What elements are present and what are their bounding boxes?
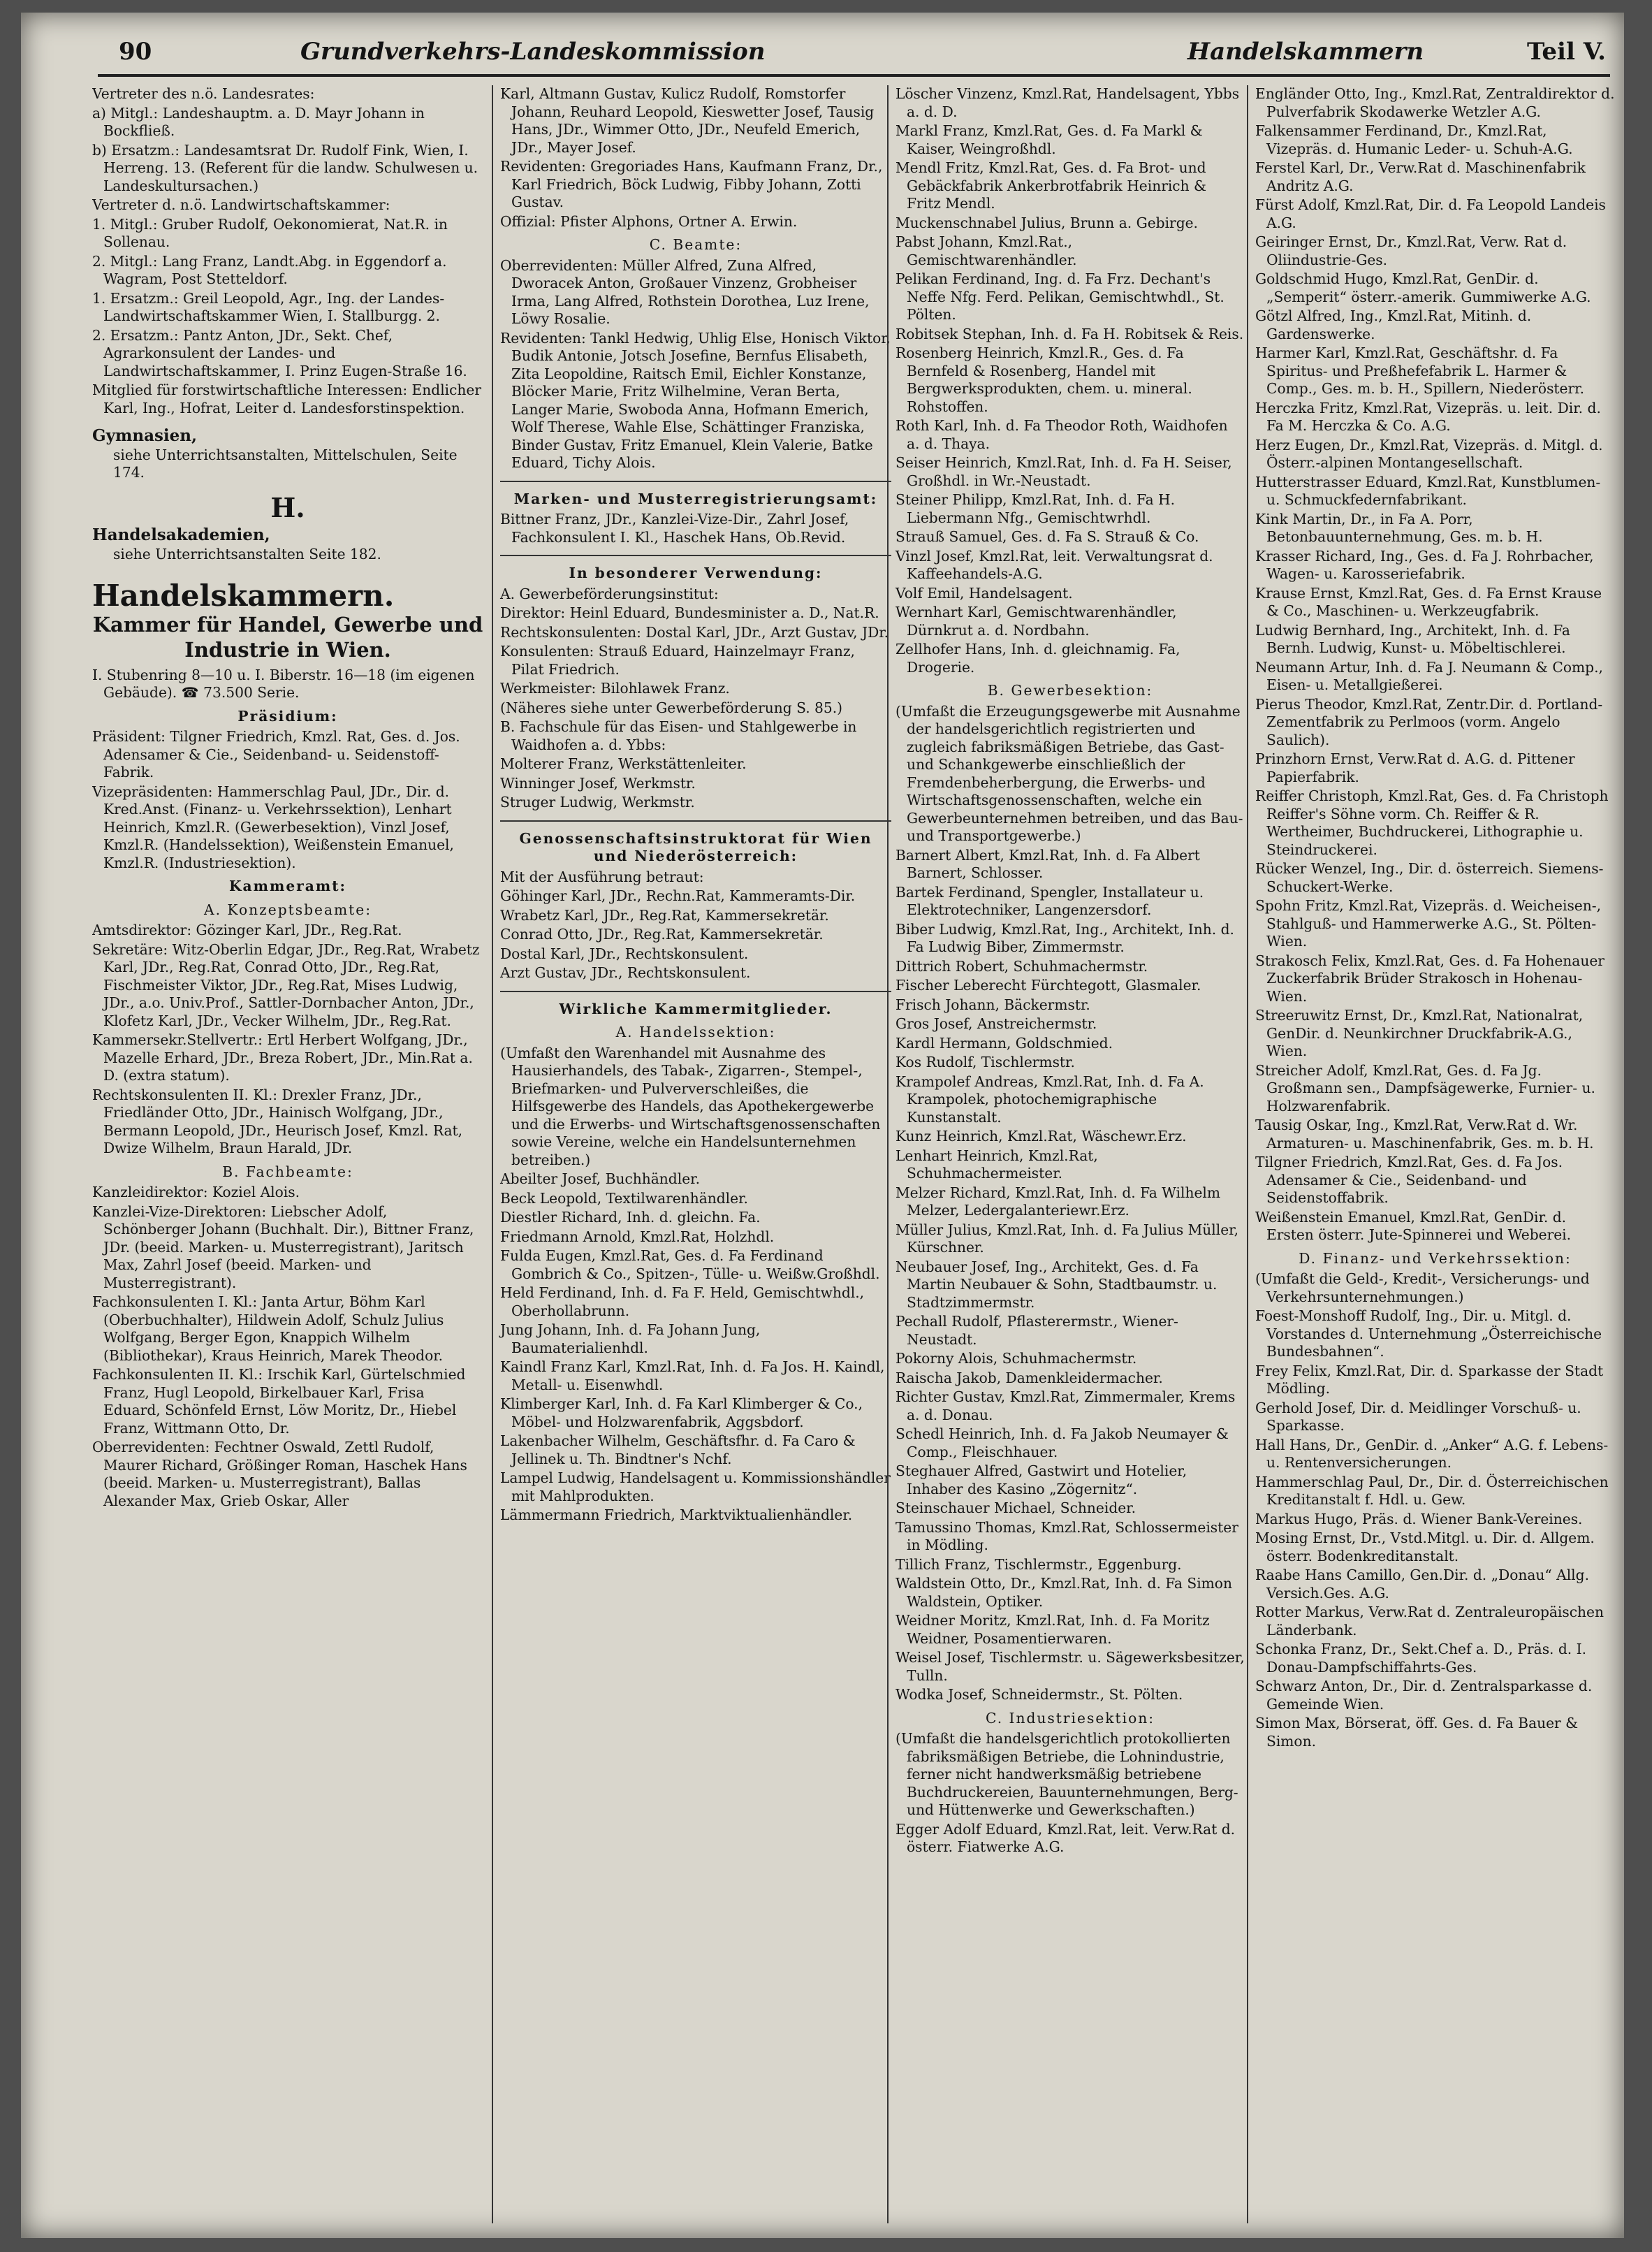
entry: Oberrevidenten: Müller Alfred, Zuna Alfred, Dworacek Anton, Großauer Vinzenz, Grobheiser Irma, Lang Alfred, Rothstein Dorothea, Luz Irene, Löwy Rosalie. [500, 256, 870, 327]
entry: Amtsdirektor: Gözinger Karl, JDr., Reg.Rat. [92, 922, 402, 938]
entry: Mendl Fritz, Kmzl.Rat, Ges. d. Fa Brot- und Gebäckfabrik Ankerbrotfabrik Heinrich & Fritz Mendl. [896, 159, 1207, 212]
entry: Jung Johann, Inh. d. Fa Johann Jung, Baumaterialienhdl. [500, 1321, 761, 1356]
entry: Hammerschlag Paul, Dr., Dir. d. Österreichischen Kreditanstalt f. Hdl. u. Gew. [1255, 1473, 1609, 1508]
header-left-title: Grundverkehrs-Landeskommission [300, 38, 766, 66]
divider [500, 555, 891, 556]
entry: Waldstein Otto, Dr., Kmzl.Rat, Inh. d. Fa Simon Waldstein, Optiker. [896, 1575, 1232, 1610]
entry: Weidner Moritz, Kmzl.Rat, Inh. d. Fa Moritz Weidner, Posamentierwaren. [896, 1612, 1210, 1647]
entry: (Umfaßt die Geld-, Kredit-, Versicherungs- und Verkehrsunternehmungen.) [1255, 1270, 1590, 1305]
entry: Strauß Samuel, Ges. d. Fa S. Strauß & Co. [896, 528, 1199, 545]
entry: Vinzl Josef, Kmzl.Rat, leit. Verwaltungsrat d. Kaffeehandels-A.G. [896, 547, 1213, 582]
entry: Fischer Leberecht Fürchtegott, Glasmaler. [896, 977, 1201, 994]
entry: Weisel Josef, Tischlermstr. u. Sägewerksbesitzer, Tulln. [896, 1649, 1245, 1684]
entry: A. Gewerbeförderungsinstitut: [500, 585, 719, 602]
entry: Krampolef Andreas, Kmzl.Rat, Inh. d. Fa A. Krampolek, photochemigraphische Kunstanstalt. [896, 1073, 1204, 1126]
page [21, 13, 1624, 2238]
entry: Lämmermann Friedrich, Marktviktualienhändler. [500, 1506, 853, 1523]
entry: Ludwig Bernhard, Ing., Architekt, Inh. d. Fa Bernh. Ludwig, Kunst- u. Möbeltischlerei. [1255, 621, 1570, 656]
divider [500, 820, 891, 822]
entry: Steinschauer Michael, Schneider. [896, 1499, 1136, 1516]
entry: Rechtskonsulenten: Dostal Karl, JDr., Arzt Gustav, JDr. [500, 623, 889, 641]
subheading: C. Industriesektion: [985, 1709, 1155, 1727]
entry: Spohn Fritz, Kmzl.Rat, Vizepräs. d. Weicheisen-, Stahlguß- und Hammerwerke A.G., St. Pölten-Wien. [1255, 897, 1601, 950]
entry: Vertreter des n.ö. Landesrates: [92, 85, 315, 102]
entry: Barnert Albert, Kmzl.Rat, Inh. d. Fa Albert Barnert, Schlosser. [896, 846, 1200, 881]
entry: Wodka Josef, Schneidermstr., St. Pölten. [896, 1686, 1183, 1703]
entry: Herz Eugen, Dr., Kmzl.Rat, Vizepräs. d. Mitgl. d. Österr.-alpinen Montangesellschaft. [1255, 436, 1603, 471]
entry: Oberrevidenten: Fechtner Oswald, Zettl Rudolf, Maurer Richard, Größinger Roman, Haschek Hans (beeid. Marken- u. Musterregistrant), Ballas Alexander Max, Grieb Oskar, Aller [92, 1439, 467, 1509]
entry: Arzt Gustav, JDr., Rechtskonsulent. [500, 964, 751, 981]
entry: Pabst Johann, Kmzl.Rat., Gemischtwarenhändler. [896, 233, 1077, 268]
entry: (Näheres siehe unter Gewerbeförderung S. 85.) [500, 699, 843, 716]
entry: Götzl Alfred, Ing., Kmzl.Rat, Mitinh. d. Gardenswerke. [1255, 307, 1532, 342]
entry: Tillich Franz, Tischlermstr., Eggenburg. [896, 1555, 1182, 1573]
entry: Pierus Theodor, Kmzl.Rat, Zentr.Dir. d. Portland-Zementfabrik zu Perlmoos (vorm. Angelo Saulich). [1255, 695, 1603, 748]
entry: Präsident: Tilgner Friedrich, Kmzl. Rat, Ges. d. Jos. Adensamer & Cie., Seidenband- u. Seidenstoff-Fabrik. [92, 728, 460, 780]
entry: Rotter Markus, Verw.Rat d. Zentraleuropäischen Länderbank. [1255, 1604, 1604, 1639]
entry: Steghauer Alfred, Gastwirt und Hotelier, Inhaber des Kasino „Zögernitz“. [896, 1462, 1187, 1497]
entry: Streeruwitz Ernst, Dr., Kmzl.Rat, Nationalrat, GenDir. d. Neunkirchner Druckfabrik-A.G., Wien. [1255, 1007, 1584, 1059]
entry: Karl, Altmann Gustav, Kulicz Rudolf, Romstorfer Johann, Reuhard Leopold, Kieswetter Josef, Tausig Hans, JDr., Wimmer Otto, JDr., Neufeld Emerich, JDr., Mayer Josef. [500, 85, 875, 156]
column-2 [492, 85, 891, 2223]
entry: Tausig Oskar, Ing., Kmzl.Rat, Verw.Rat d. Wr. Armaturen- u. Maschinenfabrik, Ges. m. b. H. [1255, 1117, 1594, 1152]
column-3 [887, 85, 1245, 2223]
entry: Egger Adolf Eduard, Kmzl.Rat, leit. Verw.Rat d. österr. Fiatwerke A.G. [896, 1820, 1236, 1855]
entry: Strakosch Felix, Kmzl.Rat, Ges. d. Fa Hohenauer Zuckerfabrik Brüder Strakosch in Hohenau-Wien. [1255, 952, 1605, 1005]
header-part: Teil V. [1527, 38, 1606, 66]
entry: Krause Ernst, Kmzl.Rat, Ges. d. Fa Ernst Krause & Co., Maschinen- u. Werkzeugfabrik. [1255, 584, 1602, 619]
entry: Lakenbacher Wilhelm, Geschäftsfhr. d. Fa Caro & Jellinek u. Th. Bindtner's Nchf. [500, 1432, 856, 1467]
entry: Conrad Otto, JDr., Reg.Rat, Kammersekretär. [500, 926, 824, 943]
entry: Markl Franz, Kmzl.Rat, Ges. d. Fa Markl & Kaiser, Weingroßhdl. [896, 122, 1203, 157]
chamber-title: Kammer für Handel, Gewerbe und Industrie in Wien. [92, 612, 483, 662]
entry: Prinzhorn Ernst, Verw.Rat d. A.G. d. Pittener Papierfabrik. [1255, 750, 1575, 785]
section-heading: Gymnasien, [92, 426, 198, 445]
column-1 [92, 85, 489, 2223]
entry: Fachkonsulenten I. Kl.: Janta Artur, Böhm Karl (Oberbuchhalter), Hildwein Adolf, Schulz Julius Wolfgang, Berger Egon, Knappich Wilhelm (Bibliothekar), Kraus Heinrich, Marek Theodor. [92, 1293, 444, 1364]
entry: Krasser Richard, Ing., Ges. d. Fa J. Rohrbacher, Wagen- u. Karosseriefabrik. [1255, 547, 1594, 582]
entry: Dittrich Robert, Schuhmachermstr. [896, 957, 1148, 975]
entry: Wrabetz Karl, JDr., Reg.Rat, Kammersekretär. [500, 906, 829, 924]
entry: Frisch Johann, Bäckermstr. [896, 996, 1090, 1013]
entry: Revidenten: Gregoriades Hans, Kaufmann Franz, Dr., Karl Friedrich, Böck Ludwig, Fibby Johann, Zotti Gustav. [500, 158, 883, 210]
header-right-title: Handelskammern [1187, 38, 1424, 66]
entry: 1. Mitgl.: Gruber Rudolf, Oekonomierat, Nat.R. in Sollenau. [92, 215, 448, 250]
entry: Zellhofer Hans, Inh. d. gleichnamig. Fa, Drogerie. [896, 641, 1180, 676]
entry: Frey Felix, Kmzl.Rat, Dir. d. Sparkasse der Stadt Mödling. [1255, 1362, 1604, 1397]
subheading: B. Gewerbesektion: [987, 682, 1153, 699]
entry: Roth Karl, Inh. d. Fa Theodor Roth, Waidhofen a. d. Thaya. [896, 417, 1228, 452]
subheading: Kammeramt: [228, 878, 347, 894]
entry: Tamussino Thomas, Kmzl.Rat, Schlossermeister in Mödling. [896, 1518, 1238, 1553]
entry: Herczka Fritz, Kmzl.Rat, Vizepräs. u. leit. Dir. d. Fa M. Herczka & Co. A.G. [1255, 399, 1601, 434]
entry: Revidenten: Tankl Hedwig, Uhlig Else, Honisch Viktor, Budik Antonie, Jotsch Josefine, Bernfus Elisabeth, Zita Leopoldine, Raitsch Emil, Eichler Konstanze, Blöcker Marie, Fritz Wilhelmine, Veran Berta, Langer Marie, Swoboda Anna, Hofmann Emerich, Wolf Therese, Wahle Else, Schättinger Franziska, Binder Gustav, Fritz Emanuel, Klein Valerie, Batke Eduard, Tichy Alois. [500, 329, 891, 471]
entry: Foest-Monshoff Rudolf, Ing., Dir. u. Mitgl. d. Vorstandes d. Unternehmung „Österreichische Bundesbahnen“. [1255, 1307, 1602, 1360]
entry: Bittner Franz, JDr., Kanzlei-Vize-Dir., Zahrl Josef, Fachkonsulent I. Kl., Haschek Hans, Ob.Revid. [500, 511, 849, 546]
entry: 2. Mitgl.: Lang Franz, Landt.Abg. in Eggendorf a. Wagram, Post Stetteldorf. [92, 252, 447, 287]
entry: Diestler Richard, Inh. d. gleichn. Fa. [500, 1209, 761, 1226]
entry: Simon Max, Börserat, öff. Ges. d. Fa Bauer & Simon. [1255, 1715, 1579, 1750]
entry: siehe Unterrichtsanstalten Seite 182. [113, 545, 381, 562]
entry: Struger Ludwig, Werkmstr. [500, 794, 695, 811]
entry: Hutterstrasser Eduard, Kmzl.Rat, Kunstblumen- u. Schmuckfedernfabrikant. [1255, 473, 1601, 508]
entry: Abeilter Josef, Buchhändler. [500, 1170, 700, 1187]
entry: Volf Emil, Handelsagent. [896, 584, 1073, 602]
entry: 2. Ersatzm.: Pantz Anton, JDr., Sekt. Chef, Agrarkonsulent der Landes- und Landwirtschaftskammer, I. Prinz Eugen-Straße 16. [92, 326, 467, 379]
entry: Raischa Jakob, Damenkleidermacher. [896, 1369, 1163, 1386]
entry: Seiser Heinrich, Kmzl.Rat, Inh. d. Fa H. Seiser, Großhdl. in Wr.-Neustadt. [896, 454, 1232, 489]
main-heading: Handelskammern. [92, 579, 395, 613]
entry: Melzer Richard, Kmzl.Rat, Inh. d. Fa Wilhelm Melzer, Ledergalanteriewr.Erz. [896, 1184, 1221, 1219]
entry: Bartek Ferdinand, Spengler, Installateur u. Elektrotechniker, Langenzersdorf. [896, 883, 1204, 918]
entry: Kardl Hermann, Goldschmied. [896, 1034, 1113, 1052]
entry: Vertreter d. n.ö. Landwirtschaftskammer: [92, 196, 390, 213]
entry: Mitglied für forstwirtschaftliche Interessen: Endlicher Karl, Ing., Hofrat, Leiter d. Landesforstinspektion. [92, 382, 482, 416]
section-heading: Wirkliche Kammermitglieder. [559, 1000, 833, 1017]
entry: Kanzleidirektor: Koziel Alois. [92, 1184, 300, 1200]
divider [500, 991, 891, 992]
entry: Sekretäre: Witz-Oberlin Edgar, JDr., Reg.Rat, Wrabetz Karl, JDr., Reg.Rat, Conrad Otto, JDr., Reg.Rat, Fischmeister Viktor, JDr., Reg.Rat, Mises Ludwig, JDr., a.o. Univ.Prof., Sattler-Dornbacher Anton, JDr., Klofetz Karl, JDr., Vecker Wilhelm, JDr., Reg.Rat. [92, 940, 480, 1029]
entry: Ferstel Karl, Dr., Verw.Rat d. Maschinenfabrik Andritz A.G. [1255, 159, 1586, 194]
page-header [98, 32, 1610, 77]
entry: Muckenschnabel Julius, Brunn a. Gebirge. [896, 214, 1198, 231]
entry: Neubauer Josef, Ing., Architekt, Ges. d. Fa Martin Neubauer & Sohn, Stadtbaumstr. u. Stadtzimmermstr. [896, 1258, 1218, 1311]
entry: a) Mitgl.: Landeshauptm. a. D. Mayr Johann in Bockfließ. [92, 104, 425, 139]
entry: Vizepräsidenten: Hammerschlag Paul, JDr., Dir. d. Kred.Anst. (Finanz- u. Verkehrssektion), Lenhart Heinrich, Kmzl.R. (Gewerbesektion), Vinzl Josef, Kmzl.R. (Handelssektion), Weißenstein Emanuel, Kmzl.R. (Industriesektion). [92, 783, 454, 871]
address: I. Stubenring 8—10 u. I. Biberstr. 16—18 (im eigenen Gebäude). ☎ 73.500 Serie. [92, 666, 475, 701]
subheading: A. Konzeptsbeamte: [204, 901, 372, 918]
entry: Streicher Adolf, Kmzl.Rat, Ges. d. Fa Jg. Großmann sen., Dampfsägewerke, Furnier- u. Holzwarenfabrik. [1255, 1061, 1595, 1114]
entry: Molterer Franz, Werkstättenleiter. [500, 755, 747, 772]
entry: (Umfaßt die handelsgerichtlich protokollierten fabriksmäßigen Betriebe, die Lohnindustrie, ferner nicht handwerksmäßig betriebene Buchdruckereien, Bauunternehmungen, Berg- und Hüttenwerke und Gewerkschaften.) [896, 1730, 1238, 1818]
entry: Mit der Ausführung betraut: [500, 868, 704, 885]
letter-heading: H. [270, 491, 305, 523]
entry: Harmer Karl, Kmzl.Rat, Geschäftshr. d. Fa Spiritus- und Preßhefefabrik L. Harmer & Comp., Ges. m. b. H., Spillern, Niederösterr. [1255, 344, 1584, 397]
entry: 1. Ersatzm.: Greil Leopold, Agr., Ing. der Landes-Landwirtschaftskammer Wien, I. Stallburgg. 2. [92, 289, 445, 324]
section-heading: Genossenschaftsinstruktorat für Wien und Niederösterreich: [519, 829, 872, 864]
entry: Schwarz Anton, Dr., Dir. d. Zentralsparkasse d. Gemeinde Wien. [1255, 1678, 1593, 1713]
entry: Rücker Wenzel, Ing., Dir. d. österreich. Siemens-Schuckert-Werke. [1255, 860, 1604, 895]
entry: Kaindl Franz Karl, Kmzl.Rat, Inh. d. Fa Jos. H. Kaindl, Metall- u. Eisenwhdl. [500, 1358, 885, 1393]
entry: Klimberger Karl, Inh. d. Fa Karl Klimberger & Co., Möbel- und Holzwarenfabrik, Aggsbdorf. [500, 1395, 863, 1430]
section-heading: Handelsakademien, [92, 525, 270, 544]
entry: Lenhart Heinrich, Kmzl.Rat, Schuhmachermeister. [896, 1147, 1098, 1182]
entry: Raabe Hans Camillo, Gen.Dir. d. „Donau“ Allg. Versich.Ges. A.G. [1255, 1567, 1589, 1601]
entry: Rosenberg Heinrich, Kmzl.R., Ges. d. Fa Bernfeld & Rosenberg, Handel mit Bergwerksprodukten, chem. u. mineral. Rohstoffen. [896, 344, 1192, 415]
entry: Falkensammer Ferdinand, Dr., Kmzl.Rat, Vizepräs. d. Humanic Leder- u. Schuh-A.G. [1255, 122, 1573, 157]
entry: Kammersekr.Stellvertr.: Ertl Herbert Wolfgang, JDr., Mazelle Erhard, JDr., Breza Robert, JDr., Min.Rat a. D. (extra statum). [92, 1031, 473, 1084]
entry: Fulda Eugen, Kmzl.Rat, Ges. d. Fa Ferdinand Gombrich & Co., Spitzen-, Tülle- u. Weißw.Großhdl. [500, 1247, 880, 1282]
entry: Kos Rudolf, Tischlermstr. [896, 1054, 1075, 1070]
divider [500, 481, 891, 482]
entry: Weißenstein Emanuel, Kmzl.Rat, GenDir. d. Ersten österr. Jute-Spinnerei und Weberei. [1255, 1208, 1572, 1243]
entry: Kanzlei-Vize-Direktoren: Liebscher Adolf, Schönberger Johann (Buchhalt. Dir.), Bittner Franz, JDr. (beeid. Marken- u. Musterregistrant), Jaritsch Max, Zahrl Josef (beeid. Marken- und Musterregistrant). [92, 1203, 474, 1291]
entry: Schonka Franz, Dr., Sekt.Chef a. D., Präs. d. I. Donau-Dampfschiffahrts-Ges. [1255, 1641, 1587, 1676]
entry: Pokorny Alois, Schuhmachermstr. [896, 1350, 1137, 1367]
entry: (Umfaßt den Warenhandel mit Ausnahme des Hausierhandels, des Tabak-, Zigarren-, Stempel-, Briefmarken- und Pulververschleißes, die Hilfsgewerbe des Handels, das Apothekergewerbe und die Erwerbs- und Wirtschaftsgenossenschaften sowie Vereine, welche ein Handelsunternehmen betreiben.) [500, 1044, 881, 1168]
entry: Mosing Ernst, Dr., Vstd.Mitgl. u. Dir. d. Allgem. österr. Bodenkreditanstalt. [1255, 1530, 1595, 1564]
entry: Held Ferdinand, Inh. d. Fa F. Held, Gemischtwhdl., Oberhollabrunn. [500, 1284, 865, 1319]
entry: Rechtskonsulenten II. Kl.: Drexler Franz, JDr., Friedländer Otto, JDr., Hainisch Wolfgang, JDr., Bermann Leopold, JDr., Heurisch Josef, Kmzl. Rat, Dwize Wilhelm, Braun Harald, JDr. [92, 1086, 463, 1156]
subheading: D. Finanz- und Verkehrssektion: [1299, 1249, 1572, 1267]
entry: Winninger Josef, Werkmstr. [500, 774, 696, 792]
entry: Schedl Heinrich, Inh. d. Fa Jakob Neumayer & Comp., Fleischhauer. [896, 1425, 1229, 1460]
entry: Tilgner Friedrich, Kmzl.Rat, Ges. d. Fa Jos. Adensamer & Cie., Seidenband- und Seidenstoffabrik. [1255, 1154, 1563, 1206]
entry: Friedmann Arnold, Kmzl.Rat, Holzhdl. [500, 1228, 775, 1245]
page-number: 90 [119, 38, 152, 66]
entry: Steiner Philipp, Kmzl.Rat, Inh. d. Fa H. Liebermann Nfg., Gemischtwrhdl. [896, 491, 1176, 526]
entry: siehe Unterrichtsanstalten, Mittelschulen, Seite 174. [113, 446, 458, 481]
entry: Direktor: Heinl Eduard, Bundesminister a. D., Nat.R. [500, 604, 879, 621]
entry: Geiringer Ernst, Dr., Kmzl.Rat, Verw. Rat d. Oliindustrie-Ges. [1255, 233, 1567, 268]
subheading: Präsidium: [237, 707, 338, 725]
entry: Gerhold Josef, Dir. d. Meidlinger Vorschuß- u. Sparkasse. [1255, 1399, 1581, 1434]
section-heading: Marken- und Musterregistrierungsamt: [513, 490, 878, 507]
entry: Fachkonsulenten II. Kl.: Irschik Karl, Gürtelschmied Franz, Hugl Leopold, Birkelbauer Karl, Frisa Eduard, Schönfeld Ernst, Löw Moritz, Dr., Hiebel Franz, Wittmann Otto, Dr. [92, 1366, 466, 1437]
entry: Pechall Rudolf, Pflasterermstr., Wiener-Neustadt. [896, 1313, 1178, 1348]
entry: Gros Josef, Anstreichermstr. [896, 1015, 1097, 1032]
entry: Pelikan Ferdinand, Ing. d. Fa Frz. Dechant's Neffe Nfg. Ferd. Pelikan, Gemischtwhdl., St. Pölten. [896, 270, 1225, 323]
column-4 [1247, 85, 1615, 2223]
subheading: B. Fachbeamte: [222, 1163, 353, 1180]
subheading: C. Beamte: [649, 236, 743, 253]
entry: Kunz Heinrich, Kmzl.Rat, Wäschewr.Erz. [896, 1128, 1187, 1145]
entry: b) Ersatzm.: Landesamtsrat Dr. Rudolf Fink, Wien, I. Herreng. 13. (Referent für die landw. Schulwesen u. Landeskultursachen.) [92, 141, 478, 194]
entry: Müller Julius, Kmzl.Rat, Inh. d. Fa Julius Müller, Kürschner. [896, 1221, 1239, 1256]
entry: Kink Martin, Dr., in Fa A. Porr, Betonbauunternehmung, Ges. m. b. H. [1255, 510, 1543, 545]
entry: Offizial: Pfister Alphons, Ortner A. Erwin. [500, 212, 798, 230]
entry: Goldschmid Hugo, Kmzl.Rat, GenDir. d. „Semperit“ österr.-amerik. Gummiwerke A.G. [1255, 270, 1591, 305]
section-heading: In besonderer Verwendung: [569, 565, 823, 581]
entry: Lampel Ludwig, Handelsagent u. Kommissionshändler mit Mahlprodukten. [500, 1469, 891, 1504]
entry: Engländer Otto, Ing., Kmzl.Rat, Zentraldirektor d. Pulverfabrik Skodawerke Wetzler A.G. [1255, 85, 1615, 120]
entry: (Umfaßt die Erzeugungsgewerbe mit Ausnahme der handelsgerichtlich registrierten und zugleich fabriksmäßigen Betriebe, das Gast- und Schankgewerbe einschließlich der Fremdenbeherbergung, die Erwerbs- und Wirtschaftsgenossenschaften, welche ein Gewerbeunternehmen betreiben, und das Bau- und Transportgewerbe.) [896, 702, 1243, 844]
entry: Beck Leopold, Textilwarenhändler. [500, 1189, 748, 1207]
entry: Hall Hans, Dr., GenDir. d. „Anker“ A.G. f. Lebens- u. Rentenversicherungen. [1255, 1436, 1609, 1471]
entry: Löscher Vinzenz, Kmzl.Rat, Handelsagent, Ybbs a. d. D. [896, 85, 1240, 120]
entry: Dostal Karl, JDr., Rechtskonsulent. [500, 945, 749, 962]
entry: Wernhart Karl, Gemischtwarenhändler, Dürnkrut a. d. Nordbahn. [896, 604, 1177, 639]
entry: Reiffer Christoph, Kmzl.Rat, Ges. d. Fa Christoph Reiffer's Söhne vorm. Ch. Reiffer & R. Wertheimer, Buchdruckerei, Lithographie u. Steindruckerei. [1255, 787, 1609, 858]
entry: Werkmeister: Bilohlawek Franz. [500, 680, 730, 697]
entry: B. Fachschule für das Eisen- und Stahlgewerbe in Waidhofen a. d. Ybbs: [500, 718, 857, 753]
entry: Göhinger Karl, JDr., Rechn.Rat, Kammeramts-Dir. [500, 887, 856, 904]
entry: Biber Ludwig, Kmzl.Rat, Ing., Architekt, Inh. d. Fa Ludwig Biber, Zimmermstr. [896, 920, 1234, 955]
subheading: A. Handelssektion: [615, 1024, 776, 1040]
entry: Richter Gustav, Kmzl.Rat, Zimmermaler, Krems a. d. Donau. [896, 1388, 1236, 1423]
entry: Neumann Artur, Inh. d. Fa J. Neumann & Comp., Eisen- u. Metallgießerei. [1255, 658, 1603, 693]
entry: Markus Hugo, Präs. d. Wiener Bank-Vereines. [1255, 1510, 1583, 1527]
entry: Konsulenten: Strauß Eduard, Hainzelmayr Franz, Pilat Friedrich. [500, 643, 855, 678]
entry: Fürst Adolf, Kmzl.Rat, Dir. d. Fa Leopold Landeis A.G. [1255, 196, 1606, 231]
entry: Robitsek Stephan, Inh. d. Fa H. Robitsek & Reis. [896, 325, 1244, 342]
